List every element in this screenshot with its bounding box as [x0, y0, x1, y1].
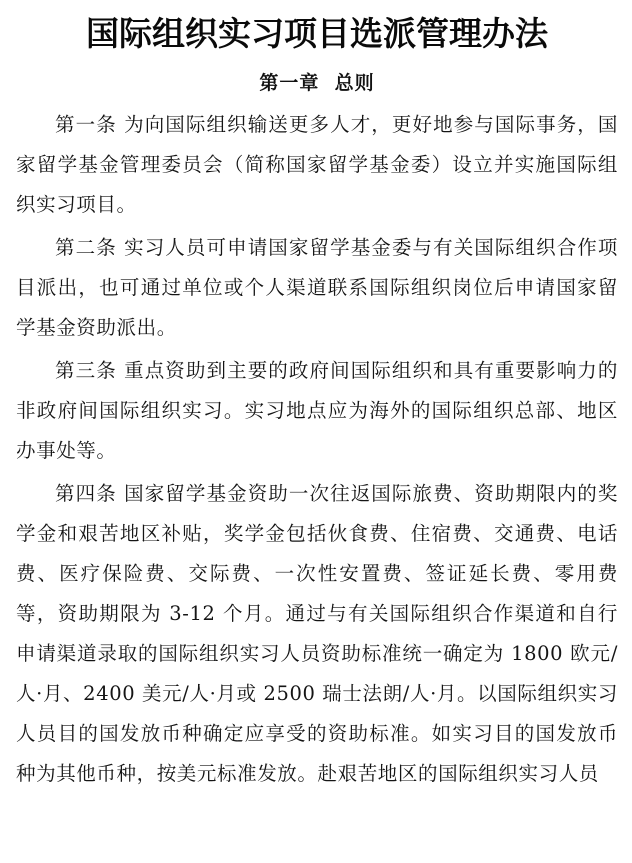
article-3: 第三条 重点资助到主要的政府间国际组织和具有重要影响力的非政府间国际组织实习。实习地点应为海外的国际组织总部、地区办事处等。: [16, 359, 618, 462]
article-1: 第一条 为向国际组织输送更多人才，更好地参与国际事务，国家留学基金管理委员会（简称国家留学基金委）设立并实施国际组织实习项目。: [16, 113, 618, 216]
article-2: 第二条 实习人员可申请国家留学基金委与有关国际组织合作项目派出，也可通过单位或个人渠道联系国际组织岗位后申请国家留学基金资助派出。: [16, 236, 618, 339]
chapter-title: 第一章 总则: [259, 72, 375, 94]
article-4: 第四条 国家留学基金资助一次往返国际旅费、资助期限内的奖学金和艰苦地区补贴，奖学金包括伙食费、住宿费、交通费、电话费、医疗保险费、交际费、一次性安置费、签证延长费、零用费等，资助期限为 3-12 个月。通过与有关国际组织合作渠道和自行申请渠道录取的国际组织实习人员资助标准统一确定为 1800 欧元/人·月、2400 美元/人·月或 2500 瑞士法朗/人·月。以国际组织实习人员目的国发放币种确定应享受的资助标准。如实习目的国发放币种为其他币种，按美元标准发放。赴艰苦地区的国际组织实习人员: [16, 482, 618, 785]
document-title: 国际组织实习项目选派管理办法: [86, 14, 548, 53]
